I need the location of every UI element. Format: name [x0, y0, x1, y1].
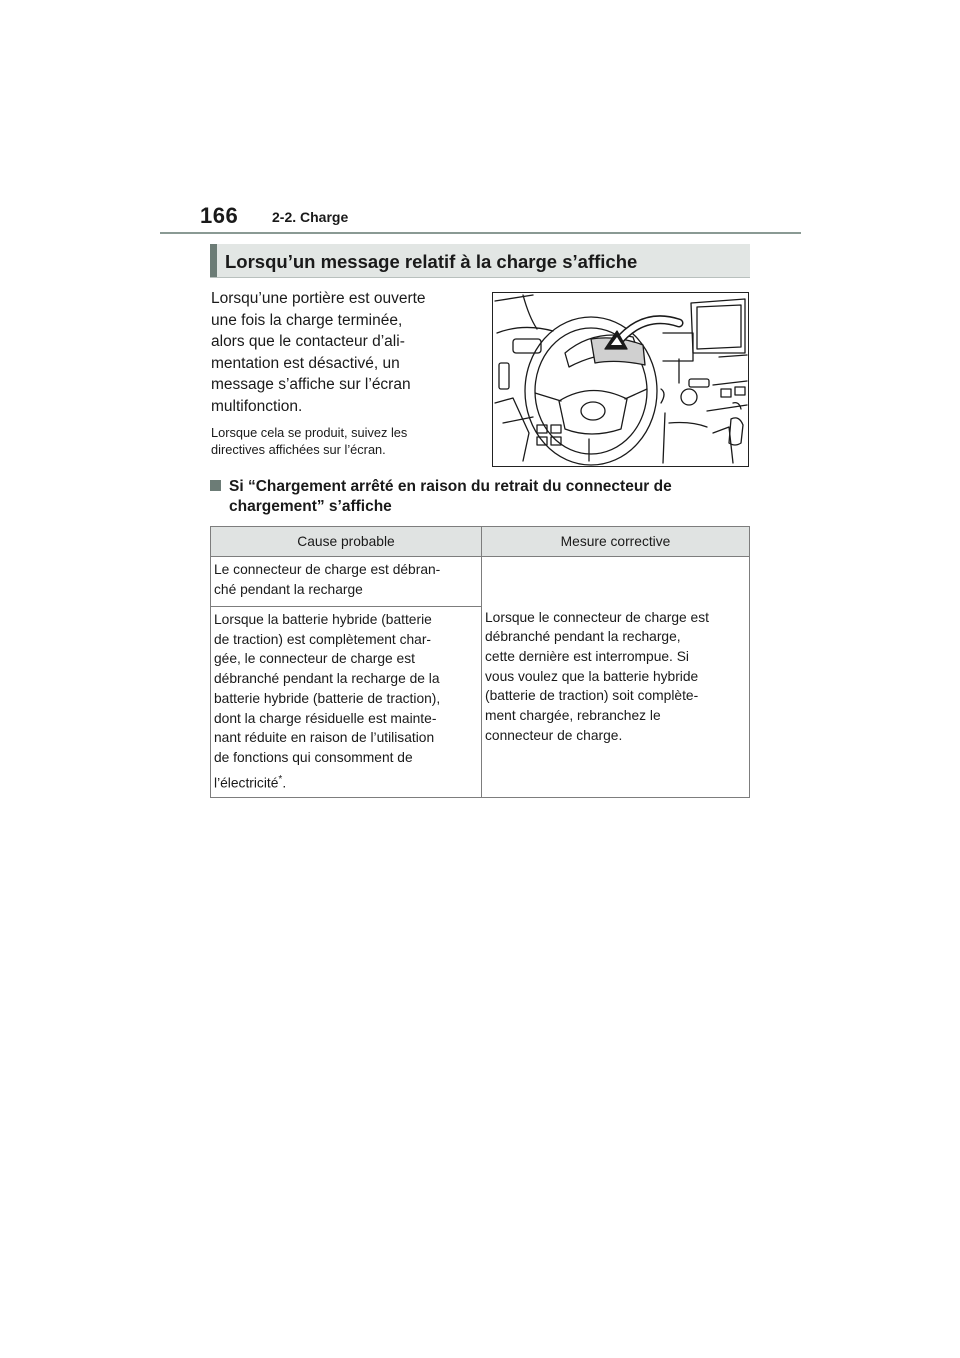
cause-line: ché pendant la recharge: [214, 581, 363, 597]
cause-line: de traction) est complètement char-: [214, 631, 432, 647]
dashboard-steering-wheel-illustration: [492, 292, 749, 467]
condition-bullet-text: [229, 477, 750, 517]
note-paragraph: [211, 425, 481, 458]
measure-line: (batterie de traction) soit complète-: [485, 688, 699, 704]
intro-line: Lorsqu’une portière est ouverte: [211, 290, 426, 307]
cause-line: l’électricité: [214, 775, 279, 791]
cause-line: de fonctions qui consomment de: [214, 749, 413, 765]
bullet-line: Si “Chargement arrêté en raison du retrait du connecteur de: [229, 478, 672, 495]
header-measure: Mesure corrective: [482, 527, 750, 557]
sentence-end: .: [282, 775, 287, 791]
measure-line: ment chargée, rebranchez le: [485, 708, 661, 724]
cause-line: débranché pendant la recharge de la: [214, 671, 440, 687]
footnote-marker: *: [278, 773, 283, 785]
measure-line: débranché pendant la recharge,: [485, 629, 681, 645]
intro-line: multifonction.: [211, 397, 303, 415]
page-number: 166: [200, 203, 239, 228]
cause-line: batterie hybride (batterie de traction),: [214, 690, 441, 706]
section-heading-title: Lorsqu’un message relatif à la charge s’affiche: [225, 251, 638, 272]
dashboard-illustration-svg: [493, 293, 748, 466]
cause-line: dont la charge résiduelle est mainte-: [214, 710, 437, 726]
note-line: directives affichées sur l’écran.: [211, 441, 386, 457]
section-heading: [210, 244, 750, 278]
intro-line: mentation est désactivé, un: [211, 354, 400, 372]
heading-accent-bar: [210, 244, 217, 277]
intro-line: message s’affiche sur l’écran: [211, 376, 411, 393]
measure-line: Lorsque le connecteur de charge est: [485, 609, 709, 625]
header-divider: [160, 232, 801, 234]
measure-line: cette dernière est interrompue. Si: [485, 648, 689, 664]
measure-line: connecteur de charge.: [485, 727, 623, 743]
cause-measure-table: [210, 526, 750, 798]
measure-cell: [482, 557, 750, 798]
intro-paragraph: [211, 288, 481, 417]
cause-line-last: [214, 770, 479, 793]
bullet-line: chargement” s’affiche: [229, 498, 392, 515]
square-bullet-icon: [210, 480, 221, 491]
cause-line: nant réduite en raison de l’utilisation: [214, 730, 435, 746]
section-label: 2-2. Charge: [272, 209, 349, 225]
header-cause: Cause probable: [211, 527, 482, 557]
measure-line: vous voulez que la batterie hybride: [485, 668, 699, 684]
intro-line: une fois la charge terminée,: [211, 311, 403, 329]
table-header-row: [211, 527, 750, 557]
cause-cell: [211, 557, 482, 607]
cause-line: gée, le connecteur de charge est: [214, 651, 415, 667]
note-line: Lorsque cela se produit, suivez les: [211, 425, 408, 440]
cause-cell: [211, 607, 482, 798]
intro-line: alors que le contacteur d’ali-: [211, 333, 405, 350]
cause-line: Le connecteur de charge est débran-: [214, 562, 441, 577]
cause-line: Lorsque la batterie hybride (batterie: [214, 612, 432, 627]
table-row: [211, 557, 750, 607]
